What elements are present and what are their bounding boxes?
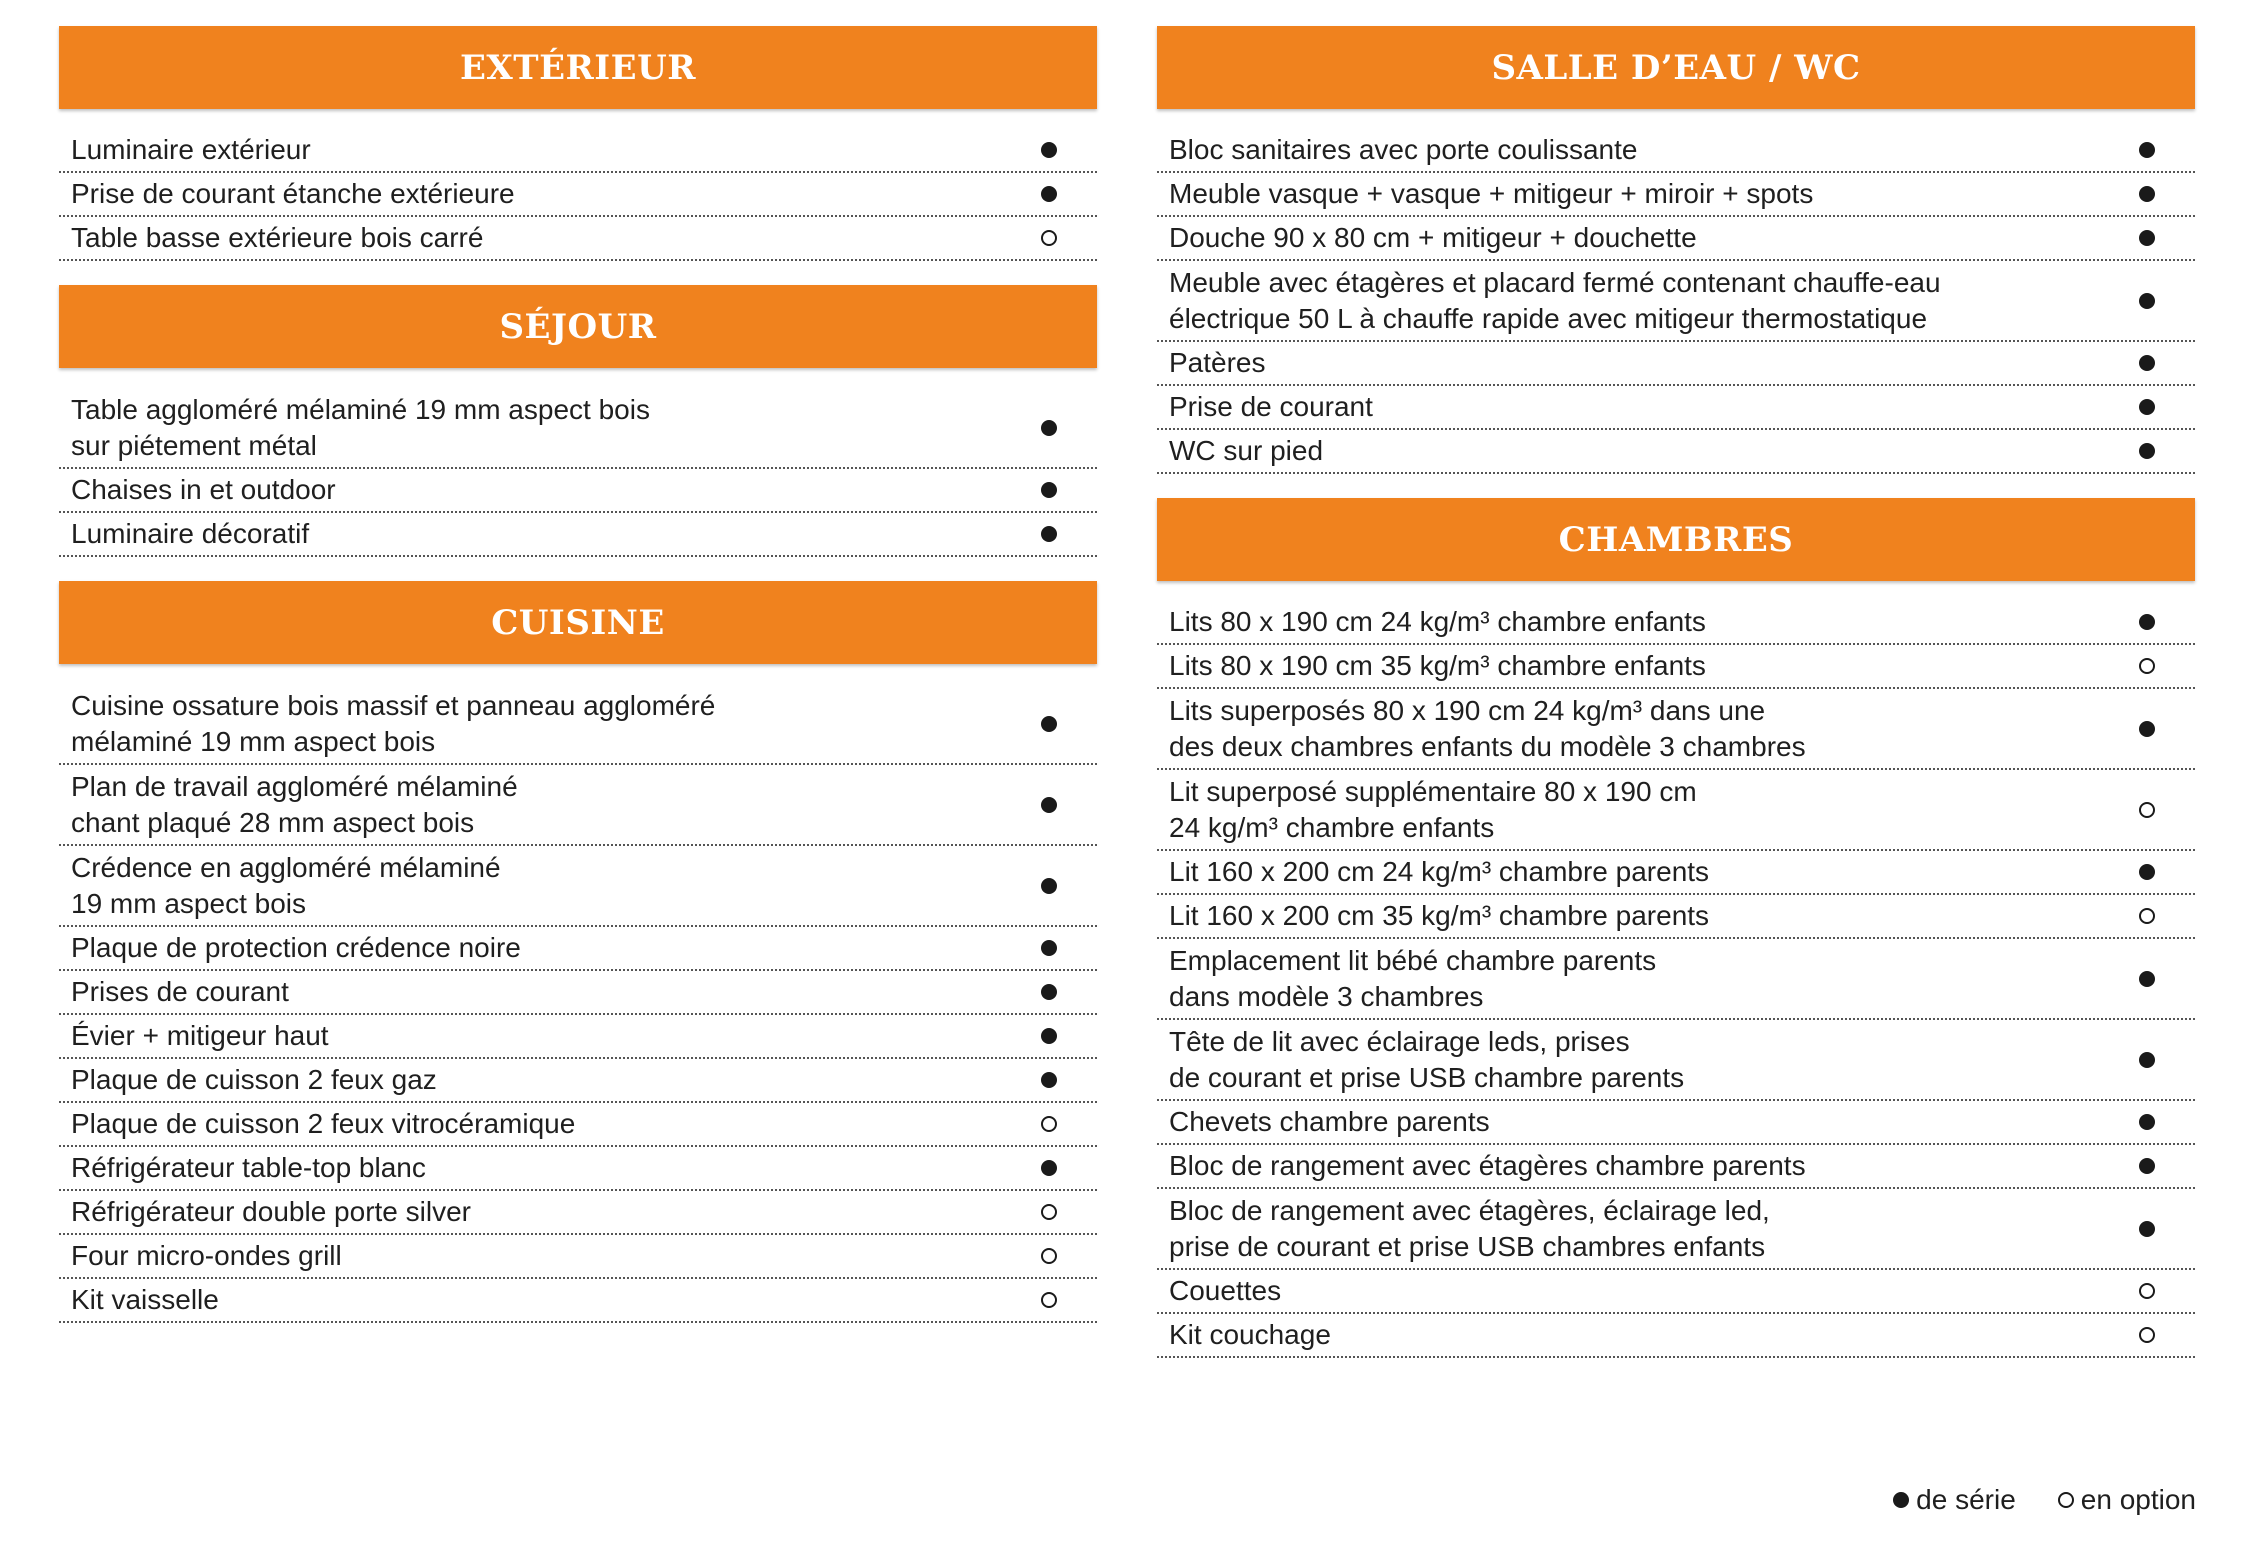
hollow-dot-icon: [2139, 1327, 2155, 1343]
list-item: [1157, 1314, 2195, 1358]
status-cell: [2111, 971, 2183, 987]
item-label: Réfrigérateur double porte silver: [71, 1196, 471, 1227]
item-list: [59, 129, 1097, 261]
item-label: Lits superposés 80 x 190 cm 24 kg/m³ dans une des deux chambres enfants du modèle 3 chambres: [1169, 694, 1806, 762]
status-cell: [2111, 1114, 2183, 1130]
section-header: [1157, 26, 2195, 109]
filled-dot-icon: [2139, 1052, 2155, 1068]
item-label: Meuble avec étagères et placard fermé contenant chauffe-eau électrique 50 L à chauffe rapide avec mitigeur thermostatique: [1169, 266, 1941, 334]
section-sejour: [59, 285, 1097, 557]
status-cell: [1013, 716, 1085, 732]
hollow-dot-icon: [2139, 802, 2155, 818]
status-cell: [1013, 1072, 1085, 1088]
filled-dot-icon: [2139, 1158, 2155, 1174]
section-header: [59, 285, 1097, 368]
section-title: EXTÉRIEUR: [460, 47, 696, 88]
status-cell: [1013, 1292, 1085, 1308]
status-cell: [1013, 1116, 1085, 1132]
left-column: [59, 26, 1097, 1347]
list-item: [1157, 851, 2195, 895]
list-item: [59, 1235, 1097, 1279]
status-cell: [2111, 908, 2183, 924]
status-cell: [1013, 984, 1085, 1000]
item-label: Plaque de cuisson 2 feux vitrocéramique: [71, 1108, 576, 1139]
list-item: [1157, 1020, 2195, 1101]
item-label: Chaises in et outdoor: [71, 474, 336, 505]
item-label: Kit couchage: [1169, 1319, 1331, 1350]
filled-dot-icon: [2139, 614, 2155, 630]
status-cell: [1013, 420, 1085, 436]
item-label: Four micro-ondes grill: [71, 1240, 342, 1271]
item-label: Bloc de rangement avec étagères chambre parents: [1169, 1150, 1806, 1181]
hollow-dot-icon: [1041, 1116, 1057, 1132]
list-item: [1157, 1101, 2195, 1145]
filled-dot-icon: [2139, 142, 2155, 158]
list-item: [1157, 689, 2195, 770]
filled-dot-icon: [2139, 355, 2155, 371]
section-title: CUISINE: [491, 602, 665, 643]
hollow-dot-icon: [2139, 1283, 2155, 1299]
list-item: [59, 513, 1097, 557]
section-salle-d-eau-wc: [1157, 26, 2195, 474]
filled-dot-icon: [1041, 1072, 1057, 1088]
item-list: [59, 388, 1097, 557]
list-item: [1157, 430, 2195, 474]
item-label: Emplacement lit bébé chambre parents dans modèle 3 chambres: [1169, 944, 1657, 1012]
status-cell: [1013, 186, 1085, 202]
section-cuisine: [59, 581, 1097, 1323]
filled-dot-icon: [2139, 443, 2155, 459]
status-cell: [2111, 1327, 2183, 1343]
status-cell: [2111, 864, 2183, 880]
hollow-dot-icon: [1041, 1204, 1057, 1220]
filled-dot-icon: [1041, 526, 1057, 542]
item-label: Chevets chambre parents: [1169, 1106, 1490, 1137]
list-item: [1157, 173, 2195, 217]
item-label: Plaque de cuisson 2 feux gaz: [71, 1064, 437, 1095]
section-chambres: [1157, 498, 2195, 1358]
hollow-dot-icon: [2139, 908, 2155, 924]
list-item: [59, 1059, 1097, 1103]
hollow-dot-icon: [2058, 1492, 2074, 1508]
list-item: [59, 469, 1097, 513]
list-item: [59, 388, 1097, 469]
status-cell: [1013, 482, 1085, 498]
right-column: [1157, 26, 2195, 1382]
list-item: [59, 971, 1097, 1015]
status-cell: [2111, 1221, 2183, 1237]
status-cell: [1013, 1204, 1085, 1220]
item-label: Couettes: [1169, 1275, 1282, 1306]
list-item: [59, 927, 1097, 971]
hollow-dot-icon: [1041, 1292, 1057, 1308]
item-label: Luminaire extérieur: [71, 134, 311, 165]
status-cell: [2111, 802, 2183, 818]
status-cell: [2111, 230, 2183, 246]
status-cell: [2111, 443, 2183, 459]
hollow-dot-icon: [1041, 1248, 1057, 1264]
status-cell: [2111, 399, 2183, 415]
filled-dot-icon: [2139, 864, 2155, 880]
hollow-dot-icon: [1041, 230, 1057, 246]
filled-dot-icon: [1041, 186, 1057, 202]
status-cell: [1013, 1160, 1085, 1176]
filled-dot-icon: [2139, 971, 2155, 987]
filled-dot-icon: [1041, 716, 1057, 732]
item-label: WC sur pied: [1169, 435, 1324, 466]
list-item: [1157, 261, 2195, 342]
item-label: Lit 160 x 200 cm 24 kg/m³ chambre parents: [1169, 856, 1710, 887]
item-label: Évier + mitigeur haut: [71, 1020, 329, 1051]
filled-dot-icon: [2139, 186, 2155, 202]
filled-dot-icon: [2139, 1114, 2155, 1130]
filled-dot-icon: [2139, 1221, 2155, 1237]
legend: [1851, 1484, 2196, 1516]
status-cell: [2111, 1158, 2183, 1174]
item-label: Lits 80 x 190 cm 24 kg/m³ chambre enfants: [1169, 606, 1706, 637]
item-label: Lit 160 x 200 cm 35 kg/m³ chambre parents: [1169, 900, 1710, 931]
legend-serie-label: de série: [1916, 1484, 2016, 1515]
item-list: [1157, 129, 2195, 474]
list-item: [1157, 1270, 2195, 1314]
filled-dot-icon: [1041, 878, 1057, 894]
status-cell: [2111, 1052, 2183, 1068]
item-label: Kit vaisselle: [71, 1284, 219, 1315]
list-item: [59, 765, 1097, 846]
item-label: Lit superposé supplémentaire 80 x 190 cm 24 kg/m³ chambre enfants: [1169, 775, 1697, 843]
status-cell: [2111, 658, 2183, 674]
list-item: [1157, 895, 2195, 939]
item-label: Patères: [1169, 347, 1266, 378]
list-item: [1157, 939, 2195, 1020]
list-item: [1157, 129, 2195, 173]
list-item: [1157, 770, 2195, 851]
list-item: [59, 173, 1097, 217]
filled-dot-icon: [2139, 230, 2155, 246]
list-item: [59, 684, 1097, 765]
list-item: [59, 1015, 1097, 1059]
item-label: Table aggloméré mélaminé 19 mm aspect bois sur piétement métal: [71, 393, 650, 461]
section-title: CHAMBRES: [1558, 519, 1794, 560]
section-title: SÉJOUR: [499, 306, 657, 347]
legend-serie: [1893, 1484, 2016, 1516]
list-item: [1157, 1145, 2195, 1189]
status-cell: [1013, 142, 1085, 158]
filled-dot-icon: [1041, 1028, 1057, 1044]
list-item: [1157, 601, 2195, 645]
item-label: Prise de courant: [1169, 391, 1373, 422]
list-item: [59, 1191, 1097, 1235]
list-item: [59, 217, 1097, 261]
item-label: Cuisine ossature bois massif et panneau aggloméré mélaminé 19 mm aspect bois: [71, 689, 716, 757]
status-cell: [1013, 230, 1085, 246]
section-header: [1157, 498, 2195, 581]
filled-dot-icon: [1041, 984, 1057, 1000]
filled-dot-icon: [1041, 420, 1057, 436]
item-label: Douche 90 x 80 cm + mitigeur + douchette: [1169, 222, 1697, 253]
filled-dot-icon: [1041, 797, 1057, 813]
item-label: Prises de courant: [71, 976, 289, 1007]
list-item: [1157, 386, 2195, 430]
item-label: Lits 80 x 190 cm 35 kg/m³ chambre enfants: [1169, 650, 1706, 681]
item-label: Bloc de rangement avec étagères, éclairage led, prise de courant et prise USB chambres enfants: [1169, 1194, 1770, 1262]
legend-option: [2058, 1484, 2196, 1516]
filled-dot-icon: [2139, 721, 2155, 737]
filled-dot-icon: [1041, 940, 1057, 956]
filled-dot-icon: [1041, 1160, 1057, 1176]
legend-option-label: en option: [2080, 1484, 2196, 1515]
filled-dot-icon: [2139, 399, 2155, 415]
list-item: [1157, 1189, 2195, 1270]
filled-dot-icon: [1041, 482, 1057, 498]
status-cell: [2111, 1283, 2183, 1299]
section-header: [59, 26, 1097, 109]
section-header: [59, 581, 1097, 664]
item-label: Réfrigérateur table-top blanc: [71, 1152, 426, 1183]
status-cell: [1013, 878, 1085, 894]
status-cell: [2111, 186, 2183, 202]
item-label: Bloc sanitaires avec porte coulissante: [1169, 134, 1638, 165]
status-cell: [1013, 1028, 1085, 1044]
item-label: Plan de travail aggloméré mélaminé chant plaqué 28 mm aspect bois: [71, 770, 518, 838]
filled-dot-icon: [2139, 293, 2155, 309]
status-cell: [2111, 142, 2183, 158]
status-cell: [1013, 940, 1085, 956]
section-exterieur: [59, 26, 1097, 261]
item-label: Meuble vasque + vasque + mitigeur + miroir + spots: [1169, 178, 1814, 209]
item-label: Luminaire décoratif: [71, 518, 310, 549]
item-list: [1157, 601, 2195, 1358]
status-cell: [2111, 293, 2183, 309]
list-item: [59, 1147, 1097, 1191]
list-item: [1157, 645, 2195, 689]
status-cell: [2111, 721, 2183, 737]
item-label: Table basse extérieure bois carré: [71, 222, 484, 253]
hollow-dot-icon: [2139, 658, 2155, 674]
item-label: Plaque de protection crédence noire: [71, 932, 521, 963]
item-label: Crédence en aggloméré mélaminé 19 mm aspect bois: [71, 851, 501, 919]
list-item: [59, 846, 1097, 927]
list-item: [1157, 342, 2195, 386]
status-cell: [1013, 797, 1085, 813]
status-cell: [2111, 614, 2183, 630]
status-cell: [2111, 355, 2183, 371]
list-item: [59, 1279, 1097, 1323]
filled-dot-icon: [1893, 1492, 1909, 1508]
item-label: Tête de lit avec éclairage leds, prises de courant et prise USB chambre parents: [1169, 1025, 1685, 1093]
list-item: [1157, 217, 2195, 261]
status-cell: [1013, 1248, 1085, 1264]
filled-dot-icon: [1041, 142, 1057, 158]
item-list: [59, 684, 1097, 1323]
status-cell: [1013, 526, 1085, 542]
list-item: [59, 1103, 1097, 1147]
list-item: [59, 129, 1097, 173]
item-label: Prise de courant étanche extérieure: [71, 178, 515, 209]
section-title: SALLE D’EAU / WC: [1491, 47, 1861, 88]
